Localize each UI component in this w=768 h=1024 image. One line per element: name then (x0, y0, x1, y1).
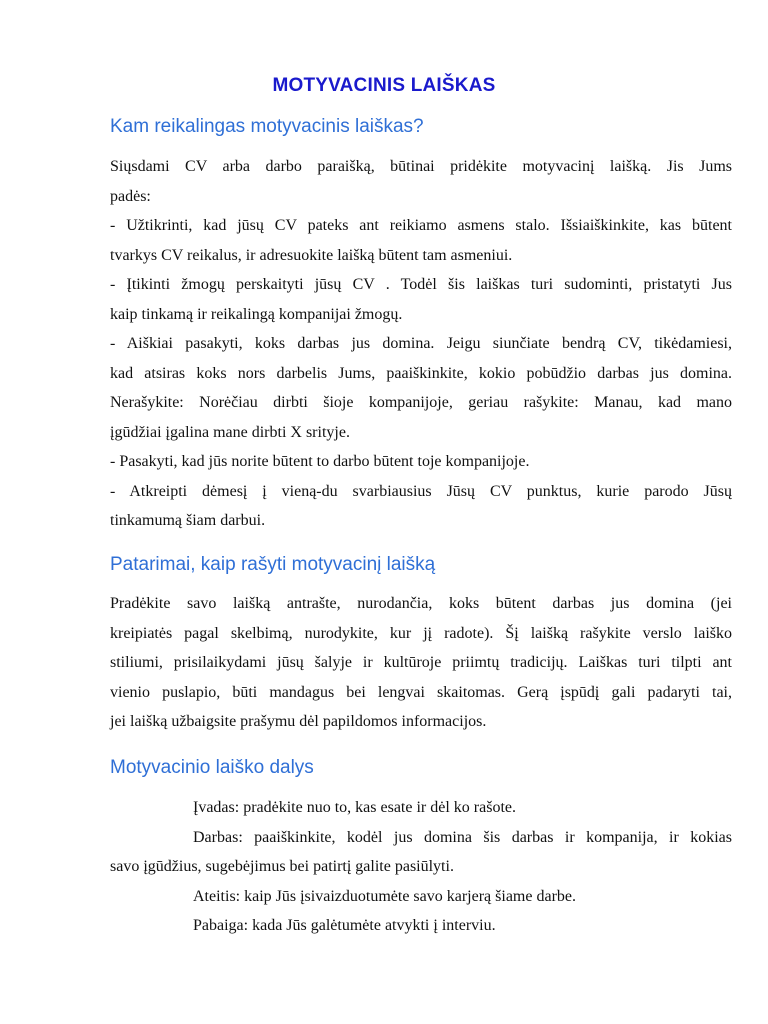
paragraph-line: Ateitis: kaip Jūs įsivaizduotumėte savo karjerą šiame darbe. (193, 888, 576, 905)
paragraph-line: - Įtikinti žmogų perskaityti jūsų CV . Todėl šis laiškas turi sudominti, pristatyti Jus (110, 276, 732, 293)
paragraph-line: kad atsiras koks nors darbelis Jums, paaiškinkite, kokio pobūdžio darbas jus domina. (110, 365, 732, 382)
section-heading-parts: Motyvacinio laiško dalys (110, 757, 314, 778)
paragraph-line: stiliumi, prisilaikydami jūsų šalyje ir kultūroje priimtų tradicijų. Laiškas turi tilpti ant (110, 654, 732, 671)
paragraph-line: - Aiškiai pasakyti, koks darbas jus domina. Jeigu siunčiate bendrą CV, tikėdamiesi, (110, 335, 732, 352)
paragraph-line: Siųsdami CV arba darbo paraišką, būtinai pridėkite motyvacinį laišką. Jis Jums (110, 158, 732, 175)
paragraph-line: savo įgūdžius, sugebėjimus bei patirtį galite pasiūlyti. (110, 858, 454, 875)
section-heading-purpose: Kam reikalingas motyvacinis laiškas? (110, 116, 424, 137)
paragraph-line: tinkamumą šiam darbui. (110, 512, 266, 529)
paragraph-line: - Pasakyti, kad jūs norite būtent to darbo būtent toje kompanijoje. (110, 453, 530, 470)
paragraph-line: jei laišką užbaigsite prašymu dėl papildomos informacijos. (110, 713, 487, 730)
paragraph-line: Pabaiga: kada Jūs galėtumėte atvykti į interviu. (193, 917, 496, 934)
paragraph-line: Įvadas: pradėkite nuo to, kas esate ir dėl ko rašote. (193, 799, 516, 816)
paragraph-line: tvarkys CV reikalus, ir adresuokite laišką būtent tam asmeniui. (110, 247, 513, 264)
paragraph-line: Nerašykite: Norėčiau dirbti šioje kompanijoje, geriau rašykite: Manau, kad mano (110, 394, 732, 411)
paragraph-line: - Atkreipti dėmesį į vieną-du svarbiausius Jūsų CV punktus, kurie parodo Jūsų (110, 483, 732, 500)
paragraph-line: Pradėkite savo laišką antrašte, nurodančia, koks būtent darbas jus domina (jei (110, 595, 732, 612)
paragraph-line: padės: (110, 188, 151, 205)
paragraph-line: kaip tinkamą ir reikalingą kompanijai žmogų. (110, 306, 403, 323)
paragraph-line: vienio puslapio, būti mandagus bei lengvai skaitomas. Gerą įspūdį gali padaryti tai, (110, 684, 732, 701)
section-heading-tips: Patarimai, kaip rašyti motyvacinį laišką (110, 554, 436, 575)
paragraph-line: Darbas: paaiškinkite, kodėl jus domina šis darbas ir kompanija, ir kokias (193, 829, 732, 846)
paragraph-line: - Užtikrinti, kad jūsų CV pateks ant reikiamo asmens stalo. Išsiaiškinkite, kas būtent (110, 217, 732, 234)
document-title: MOTYVACINIS LAIŠKAS (272, 75, 496, 96)
paragraph-line: įgūdžiai įgalina mane dirbti X srityje. (110, 424, 350, 441)
paragraph-line: kreipiatės pagal skelbimą, nurodykite, kur jį radote). Šį laišką rašykite verslo laiško (110, 625, 732, 642)
